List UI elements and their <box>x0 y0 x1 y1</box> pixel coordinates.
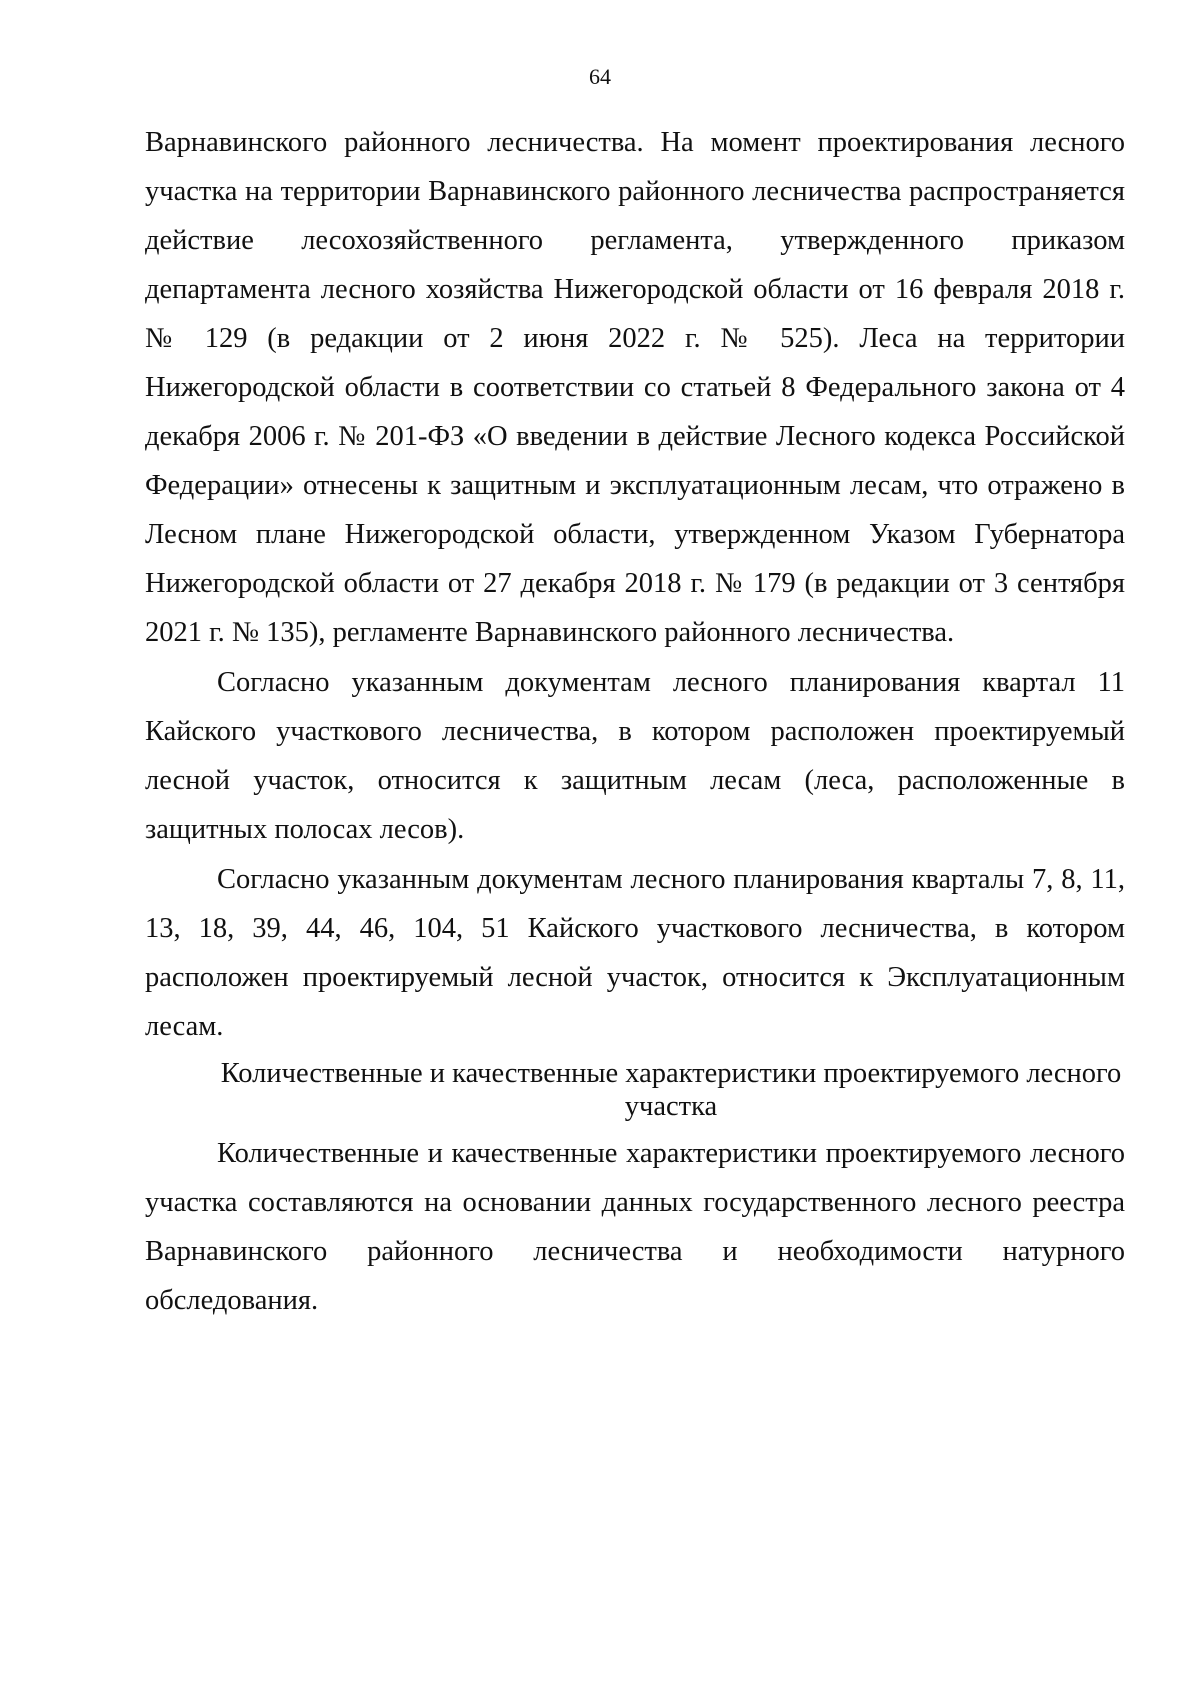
paragraph-protective-forests: Согласно указанным документам лесного планирования квартал 11 Кайского участкового лесничества, в котором расположен проектируемый лесной участок, относится к защитным лесам (леса, расположенные в защитных полосах лесов). <box>145 667 1125 845</box>
paragraph-exploitation-forests: Согласно указанным документам лесного планирования кварталы 7, 8, 11, 13, 18, 39, 44, 46, 104, 51 Кайского участкового лесничества, в котором расположен проектируемый лесной участок, относится к Эксплуатационным лесам. <box>145 864 1125 1042</box>
page-number: 64 <box>589 64 611 89</box>
document-body <box>145 118 1125 1325</box>
section-heading: Количественные и качественные характеристики проектируемого лесного участка <box>220 1058 1122 1122</box>
paragraph-characteristics: Количественные и качественные характеристики проектируемого лесного участка составляются на основании данных государственного лесного реестра Варнавинского районного лесничества и необходимости натурного обследования. <box>145 1138 1125 1316</box>
paragraph-forestry-regulation: Варнавинского районного лесничества. На момент проектирования лесного участка на территории Варнавинского районного лесничества распространяется действие лесохозяйственного регламента, утвержденного приказом департамента лесного хозяйства Нижегородской области от 16 февраля 2018 г. № 129 (в редакции от 2 июня 2022 г. № 525). Леса на территории Нижегородской области в соответствии со статьей 8 Федерального закона от 4 декабря 2006 г. № 201-ФЗ «О введении в действие Лесного кодекса Российской Федерации» отнесены к защитным и эксплуатационным лесам, что отражено в Лесном плане Нижегородской области, утвержденном Указом Губернатора Нижегородской области от 27 декабря 2018 г. № 179 (в редакции от 3 сентября 2021 г. № 135), регламенте Варнавинского районного лесничества. <box>145 127 1125 648</box>
